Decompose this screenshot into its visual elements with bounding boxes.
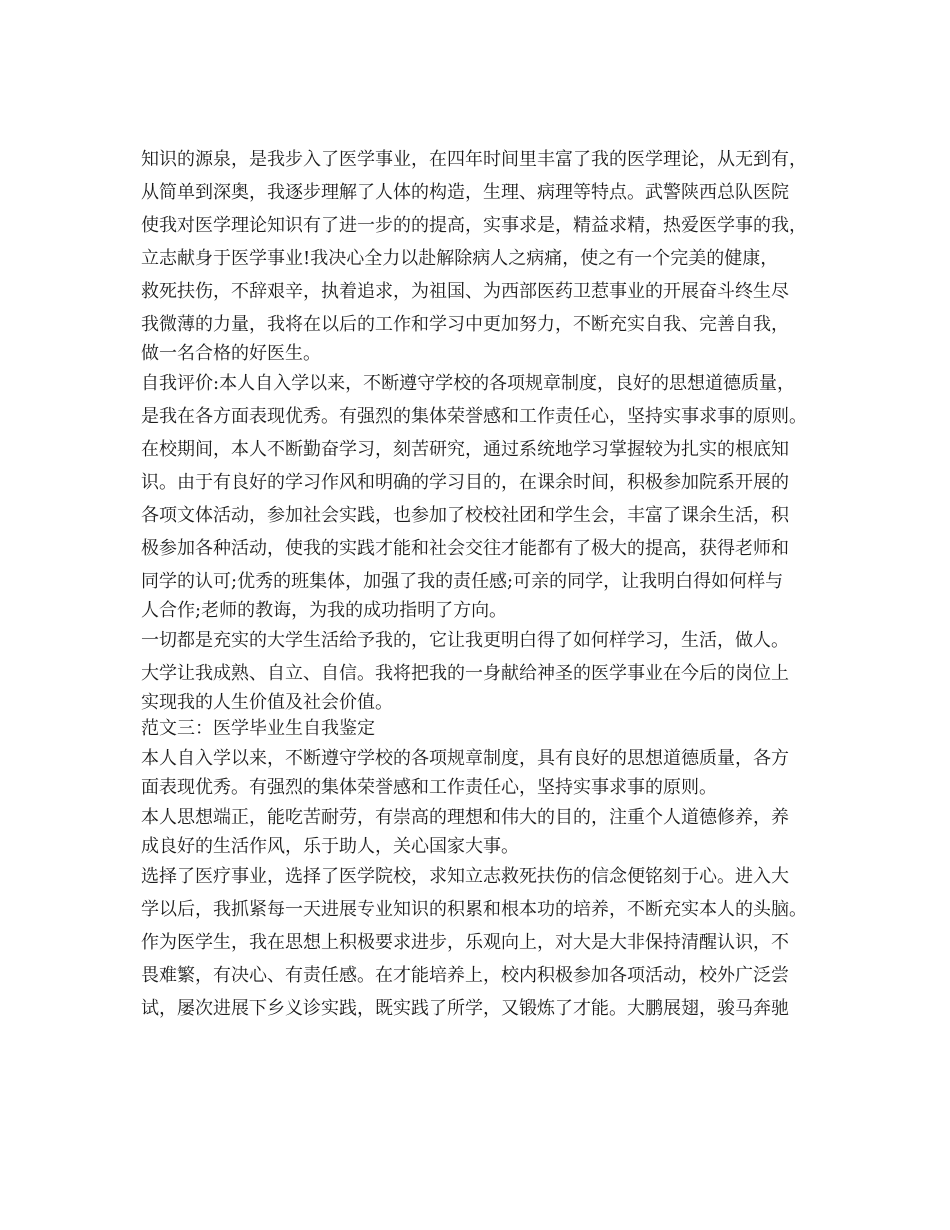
text-line: 面表现优秀。有强烈的集体荣誉感和工作责任心，坚持实事求事的原则。 bbox=[141, 777, 717, 798]
text-line: 我微薄的力量，我将在以后的工作和学习中更加努力，不断充实自我、完善自我， bbox=[141, 314, 789, 335]
text-line: 人合作;老师的教诲，为我的成功指明了方向。 bbox=[141, 600, 508, 621]
text-line: 成良好的生活作风，乐于助人，关心国家大事。 bbox=[141, 836, 519, 857]
text-line: 识。由于有良好的学习作风和明确的学习目的，在课余时间，积极参加院系开展的 bbox=[141, 472, 789, 493]
text-line: 试，屡次进展下乡义诊实践，既实践了所学，又锻炼了才能。大鹏展翅，骏马奔驰 bbox=[141, 998, 789, 1019]
text-line: 实现我的人生价值及社会价值。 bbox=[141, 692, 393, 713]
text-line: 大学让我成熟、自立、自信。我将把我的一身献给神圣的医学事业在今后的岗位上 bbox=[141, 663, 789, 684]
section-heading: 范文三：医学毕业生自我鉴定 bbox=[141, 718, 375, 739]
text-line: 一切都是充实的大学生活给予我的，它让我更明白得了如何样学习，生活，做人。 bbox=[141, 630, 789, 651]
text-line: 畏难繁，有决心、有责任感。在才能培养上，校内积极参加各项活动，校外广泛尝 bbox=[141, 965, 789, 986]
document-body bbox=[141, 143, 831, 1025]
text-line: 自我评价:本人自入学以来，不断遵守学校的各项规章制度，良好的思想道德质量， bbox=[141, 373, 796, 394]
text-line: 同学的认可;优秀的班集体，加强了我的责任感;可亲的同学，让我明白得如何样与 bbox=[141, 571, 784, 592]
text-line: 本人思想端正，能吃苦耐劳，有崇高的理想和伟大的目的，注重个人道德修养，养 bbox=[141, 807, 789, 828]
text-line: 是我在各方面表现优秀。有强烈的集体荣誉感和工作责任心，坚持实事求事的原则。 bbox=[141, 406, 807, 427]
text-line: 作为医学生，我在思想上积极要求进步，乐观向上，对大是大非保持清醒认识，不 bbox=[141, 932, 789, 953]
text-line: 救死扶伤，不辞艰辛，执着追求，为祖国、为西部医药卫惹事业的开展奋斗终生尽 bbox=[141, 281, 789, 302]
text-line: 本人自入学以来，不断遵守学校的各项规章制度，具有良好的思想道德质量，各方 bbox=[141, 748, 789, 769]
text-line: 选择了医疗事业，选择了医学院校，求知立志救死扶伤的信念便铭刻于心。进入大 bbox=[141, 866, 789, 887]
text-line: 在校期间，本人不断勤奋学习，刻苦研究，通过系统地学习掌握较为扎实的根底知 bbox=[141, 439, 789, 460]
text-line: 使我对医学理论知识有了进一步的的提高，实事求是，精益求精，热爱医学事的我， bbox=[141, 215, 807, 236]
text-line: 做一名合格的好医生。 bbox=[141, 343, 321, 364]
text-line: 极参加各种活动，使我的实践才能和社会交往才能都有了极大的提高，获得老师和 bbox=[141, 538, 789, 559]
text-line: 各项文体活动，参加社会实践，也参加了校校社团和学生会，丰富了课余生活，积 bbox=[141, 505, 789, 526]
text-line: 学以后，我抓紧每一天进展专业知识的积累和根本功的培养，不断充实本人的头脑。 bbox=[141, 899, 807, 920]
text-line: 知识的源泉，是我步入了医学事业，在四年时间里丰富了我的医学理论，从无到有， bbox=[141, 149, 807, 170]
text-line: 立志献身于医学事业!我决心全力以赴解除病人之病痛，使之有一个完美的健康， bbox=[141, 248, 779, 269]
text-line: 从简单到深奥，我逐步理解了人体的构造，生理、病理等特点。武警陕西总队医院 bbox=[141, 182, 789, 203]
